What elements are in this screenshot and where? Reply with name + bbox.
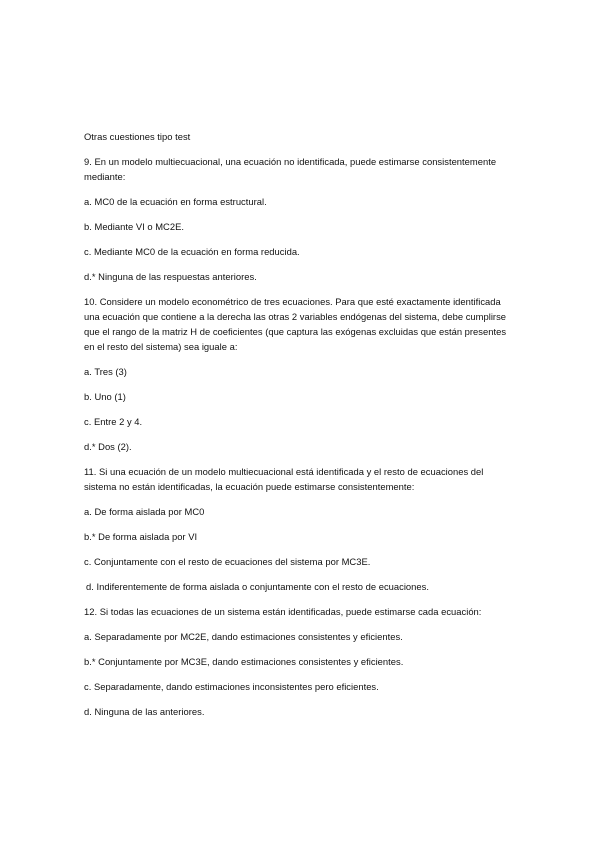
question-10-option-a: a. Tres (3) <box>84 366 127 377</box>
question-9-option-d: d.* Ninguna de las respuestas anteriores. <box>84 271 257 282</box>
document-content <box>84 129 516 729</box>
question-12-option-a: a. Separadamente por MC2E, dando estimaciones consistentes y eficientes. <box>84 631 403 642</box>
question-12-option-b: b.* Conjuntamente por MC3E, dando estimaciones consistentes y eficientes. <box>84 656 404 667</box>
question-11-option-a: a. De forma aislada por MC0 <box>84 506 205 517</box>
question-12-option-d: d. Ninguna de las anteriores. <box>84 706 205 717</box>
question-11-option-b: b.* De forma aislada por VI <box>84 531 198 542</box>
question-9-stem: 9. En un modelo multiecuacional, una ecuación no identificada, puede estimarse consistentemente mediante: <box>84 156 497 182</box>
question-10-option-d: d.* Dos (2). <box>84 441 132 452</box>
question-9-option-c: c. Mediante MC0 de la ecuación en forma reducida. <box>84 246 300 257</box>
question-12-stem: 12. Si todas las ecuaciones de un sistema están identificadas, puede estimarse cada ecuación: <box>84 606 482 617</box>
question-11-option-c: c. Conjuntamente con el resto de ecuaciones del sistema por MC3E. <box>84 556 371 567</box>
document-title: Otras cuestiones tipo test <box>84 131 191 142</box>
question-11-stem: 11. Si una ecuación de un modelo multiecuacional está identificada y el resto de ecuaciones del sistema no están identificadas, la ecuación puede estimarse consistentemente: <box>84 466 484 492</box>
question-12-option-c: c. Separadamente, dando estimaciones inconsistentes pero eficientes. <box>84 681 379 692</box>
question-10-option-c: c. Entre 2 y 4. <box>84 416 143 427</box>
question-10-option-b: b. Uno (1) <box>84 391 126 402</box>
question-10-stem: 10. Considere un modelo econométrico de tres ecuaciones. Para que esté exactamente identificada una ecuación que contiene a la derecha las otras 2 variables endógenas del sistema, debe cumplirse que el rango de la matriz H de coeficientes (que captura las exógenas excluidas que están presentes en el resto del sistema) sea iguale a: <box>84 296 507 352</box>
question-11-option-d: d. Indiferentemente de forma aislada o conjuntamente con el resto de ecuaciones. <box>86 581 429 592</box>
question-9-option-a: a. MC0 de la ecuación en forma estructural. <box>84 196 267 207</box>
question-9-option-b: b. Mediante VI o MC2E. <box>84 221 184 232</box>
